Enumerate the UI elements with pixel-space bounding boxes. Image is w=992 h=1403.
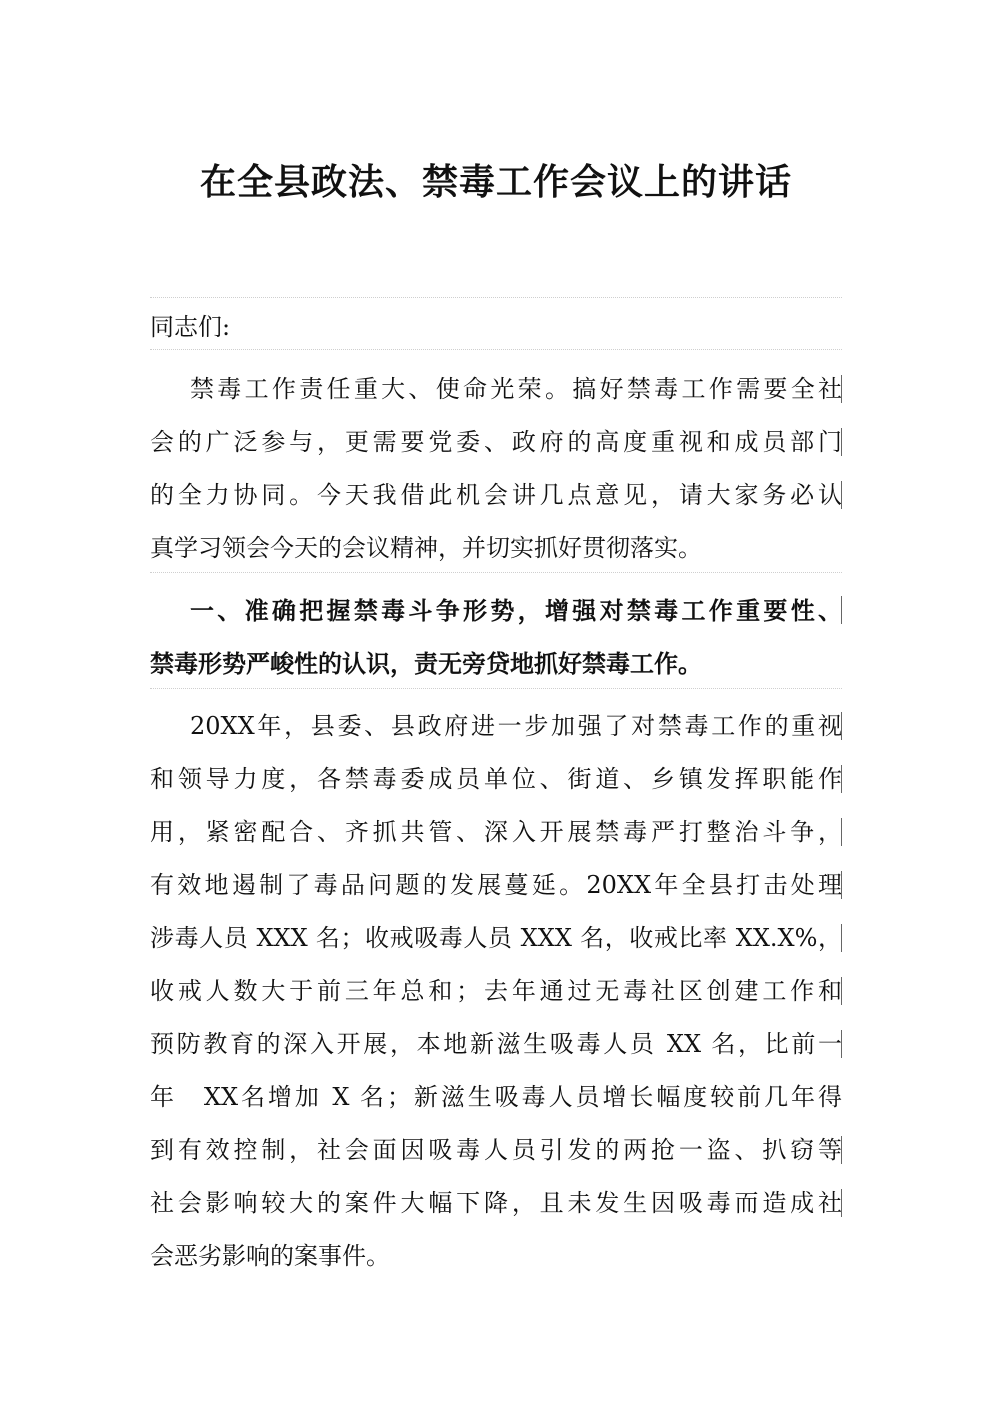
paragraph-line: 的全力协同。今天我借此机会讲几点意见，请大家务必认 (150, 469, 842, 522)
divider (150, 297, 842, 298)
paragraph-line: 有效地遏制了毒品问题的发展蔓延。20XX年全县打击处理 (150, 859, 842, 912)
divider (150, 688, 842, 689)
document-title: 在全县政法、禁毒工作会议上的讲话 (199, 161, 792, 203)
paragraph-line: 涉毒人员 XXX 名；收戒吸毒人员 XXX 名，收戒比率 XX.X%， (150, 912, 842, 965)
body-paragraph (150, 700, 842, 1283)
paragraph-line: 20XX年，县委、县政府进一步加强了对禁毒工作的重视 (150, 700, 842, 753)
divider (150, 572, 842, 573)
paragraph-line: 收戒人数大于前三年总和；去年通过无毒社区创建工作和 (150, 965, 842, 1018)
paragraph-line: 真学习领会今天的会议精神，并切实抓好贯彻落实。 (150, 534, 702, 562)
section-heading (150, 584, 842, 690)
salutation: 同志们: (150, 313, 231, 341)
paragraph-line: 预防教育的深入开展，本地新滋生吸毒人员 XX 名，比前一 (150, 1018, 842, 1071)
paragraph-line: 会的广泛参与，更需要党委、政府的高度重视和成员部门 (150, 416, 842, 469)
intro-paragraph (150, 363, 842, 575)
salutation-block (150, 301, 842, 354)
paragraph-line: 用，紧密配合、齐抓共管、深入开展禁毒严打整治斗争， (150, 806, 842, 859)
paragraph-line: 年 XX名增加 X 名；新滋生吸毒人员增长幅度较前几年得 (150, 1083, 842, 1111)
paragraph-line: 到有效控制，社会面因吸毒人员引发的两抢一盗、扒窃等 (150, 1124, 842, 1177)
heading-line: 禁毒形势严峻性的认识，责无旁贷地抓好禁毒工作。 (150, 649, 702, 678)
divider (150, 349, 842, 350)
paragraph-line: 禁毒工作责任重大、使命光荣。搞好禁毒工作需要全社 (150, 363, 842, 416)
paragraph-line: 和领导力度，各禁毒委成员单位、街道、乡镇发挥职能作 (150, 753, 842, 806)
paragraph-line: 社会影响较大的案件大幅下降，且未发生因吸毒而造成社 (150, 1177, 842, 1230)
paragraph-line: 会恶劣影响的案事件。 (150, 1242, 390, 1270)
heading-line: 一、准确把握禁毒斗争形势，增强对禁毒工作重要性、 (150, 584, 842, 637)
